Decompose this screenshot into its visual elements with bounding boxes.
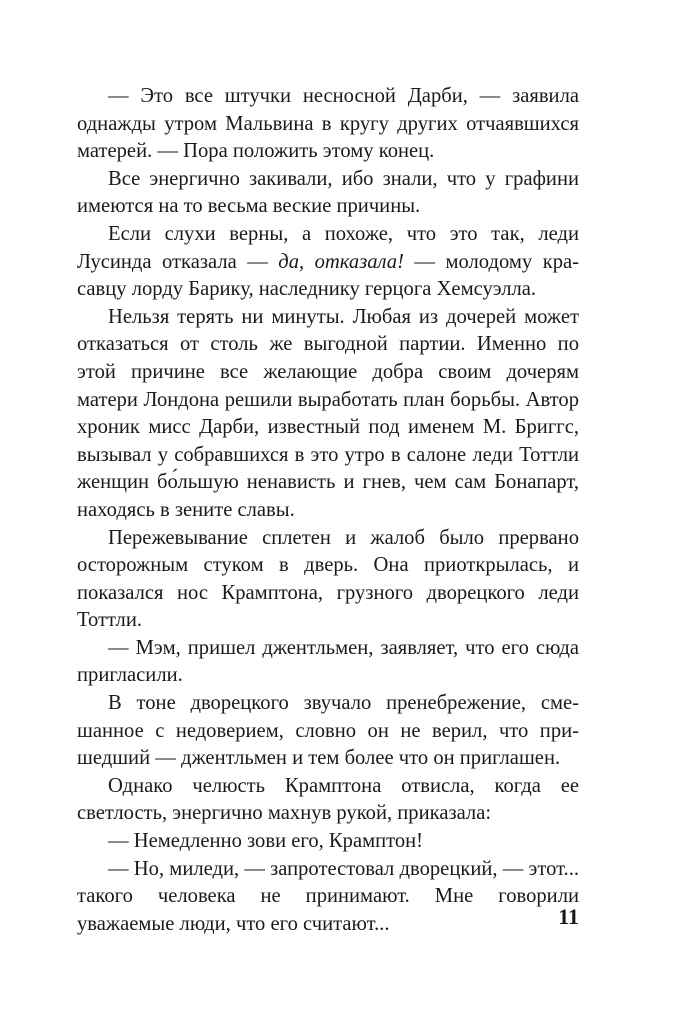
paragraph-text: Нельзя терять ни минуты. Любая из дочерей может отказаться от столь же выгодной партии. Именно по этой причине все желающие добра своим дочерям матери Лондона решили выработать план борьбы. Автор хроник мисс Дарби, известный под именем М. Бриггс, вызывал у собравшихся в это утро в салоне леди Тоттли женщин бо́льшую ненависть и гнев, чем сам Бонапарт, находясь в зените славы. — [77, 305, 579, 521]
book-page-text — [77, 83, 579, 938]
paragraph-text: — Мэм, пришел джентльмен, заявляет, что его сюда пригласили. — [77, 636, 579, 687]
paragraph-text: — Это все штучки несносной Дарби, — заявила однажды утром Мальвина в кругу других отчаявшихся матерей. — Пора положить этому конец. — [77, 85, 579, 163]
paragraph — [77, 166, 579, 221]
paragraph — [77, 773, 579, 828]
paragraph-text: Пережевывание сплетен и жалоб было прервано осторожным стуком в дверь. Она приоткрылась, и показался нос Крамптона, грузного дворецкого леди Тоттли. — [77, 526, 579, 632]
paragraph-text: — молодому красавцу лорду Барику, наследнику герцога Хемсуэлла. — [77, 250, 579, 301]
paragraph-text: Однако челюсть Крамптона отвисла, когда ее светлость, энергично махнув рукой, приказала: — [77, 774, 579, 825]
paragraph-text: Если слухи верны, а похоже, что это так, леди Лусинда отказала — — [77, 222, 579, 273]
paragraph-text: — Немедленно зови его, Крамптон! — [108, 830, 424, 853]
paragraph-text: — Но, миледи, — запротестовал дворецкий, — этот... такого человека не принимают. Мне говорили уважаемые люди, что его считают... — [77, 857, 579, 935]
paragraph — [77, 525, 579, 635]
paragraph — [77, 221, 579, 304]
paragraph — [77, 690, 579, 773]
italic-text: да, отказала! — [278, 250, 404, 273]
paragraph — [77, 828, 579, 856]
paragraph — [77, 856, 579, 939]
page-number: 11 — [558, 904, 579, 929]
paragraph-text: В тоне дворецкого звучало пренебрежение, смешанное с недоверием, словно он не верил, что пришедший — джентльмен и тем более что он приглашен. — [77, 692, 579, 770]
paragraph — [77, 304, 579, 525]
paragraph — [77, 635, 579, 690]
paragraph — [77, 83, 579, 166]
paragraph-text: Все энергично закивали, ибо знали, что у графини имеются на то весьма веские причины. — [77, 167, 579, 218]
